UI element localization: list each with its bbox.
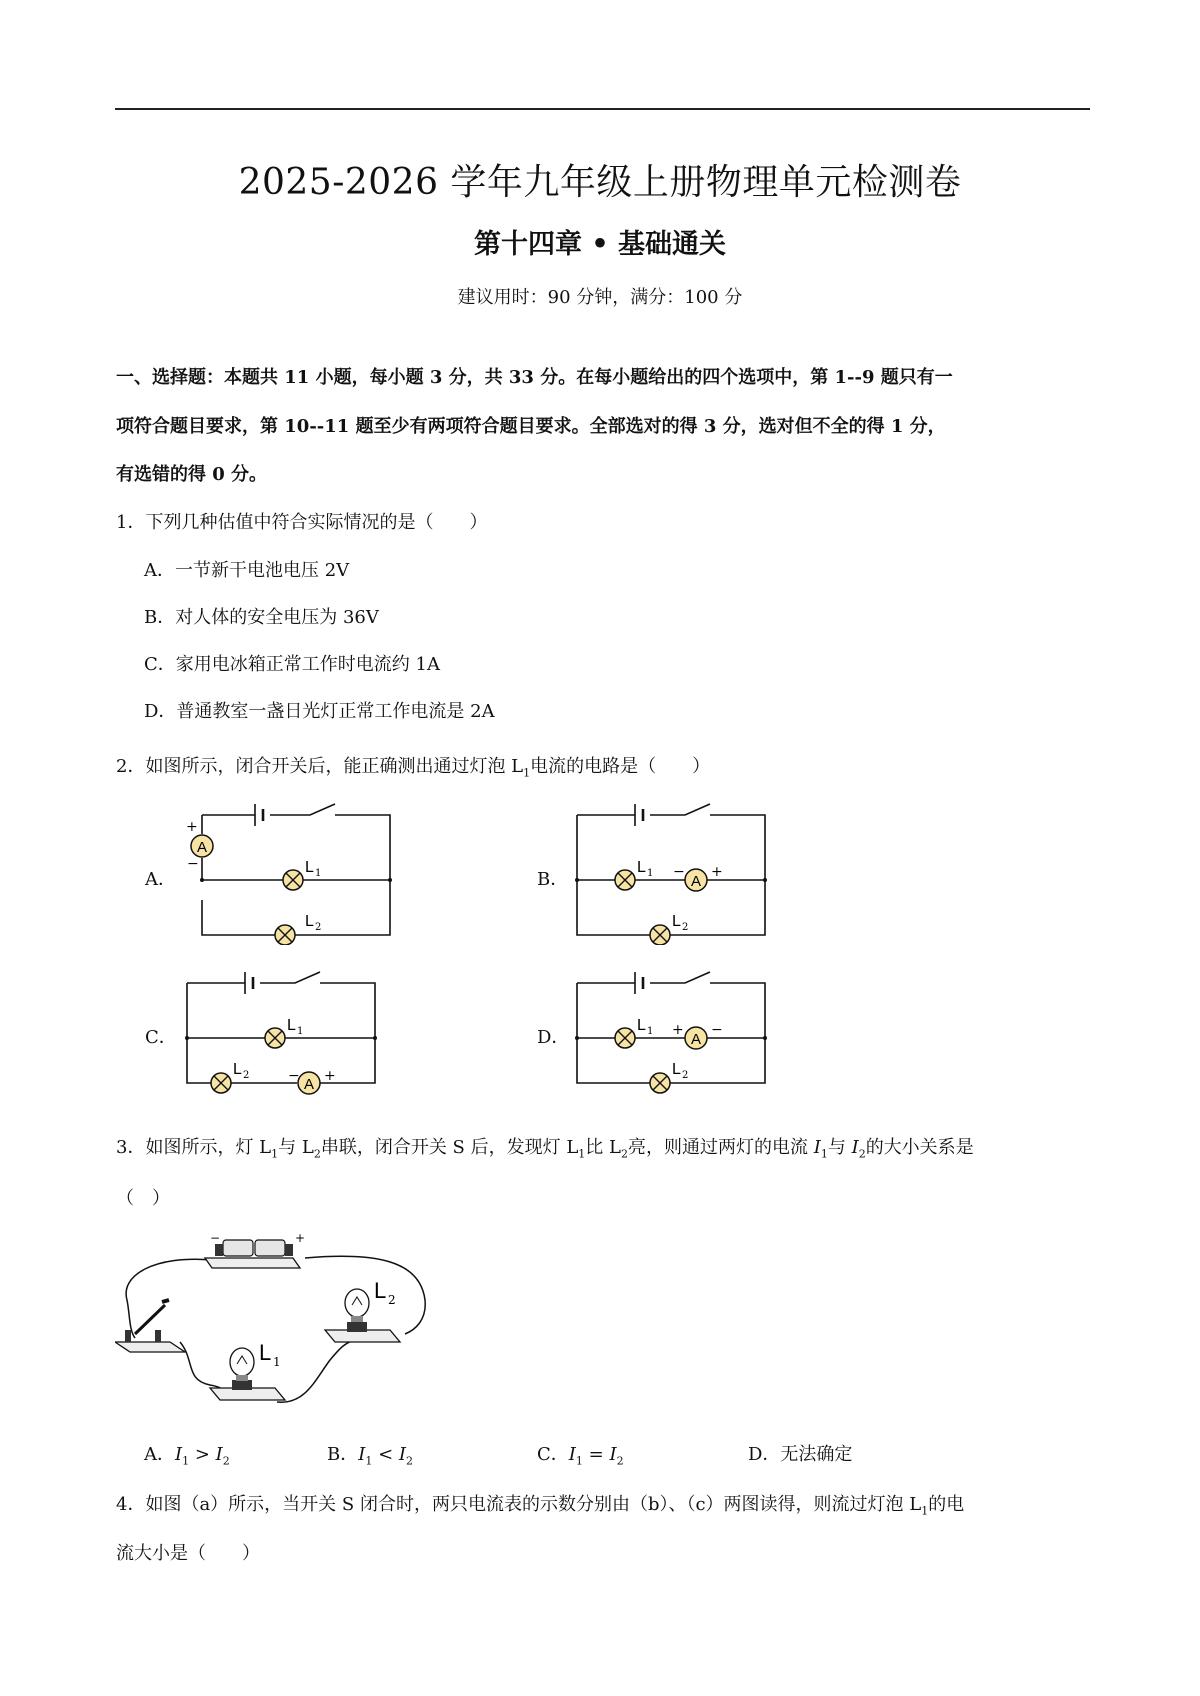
svg-text:1: 1 [647, 868, 654, 879]
q3-option-b: B．$I_1 < I_2$ [327, 1444, 414, 1468]
svg-text:L: L [637, 859, 646, 876]
svg-text:+: + [672, 1022, 684, 1038]
q3-option-c: C．$I_1 = I_2$ [537, 1444, 624, 1468]
ammeter-label: A [196, 839, 208, 856]
svg-text:1: 1 [315, 868, 322, 879]
q2-stem: 2．如图所示，闭合开关后，能正确测出通过灯泡 $L_1$电流的电路是（ ） [116, 756, 711, 780]
svg-text:+: + [324, 1068, 336, 1084]
q3-physical-circuit [115, 1230, 485, 1410]
q2-option-c-label: C． [145, 1027, 177, 1048]
section-instructions-1: 一、选择题：本题共 11 小题，每小题 3 分，共 33 分。在每小题给出的四个选项中，第 1--9 题只有一 [116, 367, 953, 388]
top-rule [115, 108, 1090, 110]
q3-option-d: D．无法确定 [748, 1444, 853, 1465]
q2-option-b-label: B． [537, 869, 569, 890]
q4-stem-2: 流大小是（ ） [116, 1543, 260, 1564]
svg-text:1: 1 [647, 1026, 654, 1037]
svg-text:2: 2 [682, 1070, 689, 1081]
q1-option-d: D．普通教室一盏日光灯正常工作电流是 2A [144, 701, 495, 722]
svg-text:L: L [305, 913, 314, 930]
q2-option-d-label: D． [537, 1027, 570, 1048]
q3-stem: 3．如图所示，灯 $L_1$与 $L_2$串联，闭合开关 S 后，发现灯 $L_1$比 $L_2$亮，则通过两灯的电流 $I_1$与 $I_2$的大小关系是 [116, 1137, 974, 1161]
q1-option-a: A．一节新干电池电压 2V [144, 560, 350, 581]
q2-circuit-d [565, 958, 795, 1103]
svg-text:L: L [259, 1340, 272, 1365]
svg-text:A: A [690, 873, 702, 890]
svg-text:L: L [287, 1017, 296, 1034]
svg-text:+: + [711, 864, 723, 880]
svg-text:L: L [374, 1278, 387, 1303]
svg-text:L: L [233, 1061, 242, 1078]
svg-text:2: 2 [682, 922, 689, 933]
q2-option-a-label: A． [145, 869, 176, 890]
svg-text:L: L [305, 859, 314, 876]
q1-option-c: C．家用电冰箱正常工作时电流约 1A [144, 654, 440, 675]
svg-text:−: − [288, 1068, 300, 1084]
q3-option-a: A．$I_1 > I_2$ [144, 1444, 230, 1468]
svg-text:+: + [186, 819, 198, 835]
svg-text:1: 1 [273, 1355, 281, 1369]
q2-circuit-c [175, 958, 405, 1103]
svg-text:A: A [690, 1031, 702, 1048]
page-title: 2025-2026 学年九年级上册物理单元检测卷 [238, 162, 962, 203]
q1-option-b: B．对人体的安全电压为 36V [144, 607, 379, 628]
svg-text:−: − [711, 1022, 723, 1038]
q2-circuit-a [175, 800, 405, 945]
q4-stem-1: 4．如图（a）所示，当开关 S 闭合时，两只电流表的示数分别由（b）、（c）两图读得，则流过灯泡 $L_1$的电 [116, 1494, 965, 1518]
q1-stem: 1．下列几种估值中符合实际情况的是（ ） [116, 512, 488, 533]
svg-text:A: A [303, 1076, 315, 1093]
svg-text:2: 2 [243, 1070, 250, 1081]
svg-text:+: + [295, 1231, 306, 1245]
section-instructions-3: 有选错的得 0 分。 [116, 464, 268, 485]
svg-text:L: L [637, 1017, 646, 1034]
svg-text:L: L [672, 1061, 681, 1078]
svg-text:−: − [210, 1231, 221, 1245]
section-instructions-2: 项符合题目要求，第 10--11 题至少有两项符合题目要求。全部选对的得 3 分，选对但不全的得 1 分， [116, 416, 946, 437]
svg-text:2: 2 [315, 922, 322, 933]
exam-meta: 建议用时：90 分钟，满分：100 分 [457, 287, 743, 308]
page-subtitle: 第十四章 • 基础通关 [473, 229, 727, 260]
svg-text:−: − [673, 864, 685, 880]
svg-text:L: L [672, 913, 681, 930]
q2-circuit-b [565, 800, 795, 945]
svg-text:−: − [187, 856, 199, 872]
q3-paren: （ ） [116, 1188, 170, 1209]
svg-text:2: 2 [388, 1293, 396, 1307]
svg-text:1: 1 [297, 1026, 304, 1037]
